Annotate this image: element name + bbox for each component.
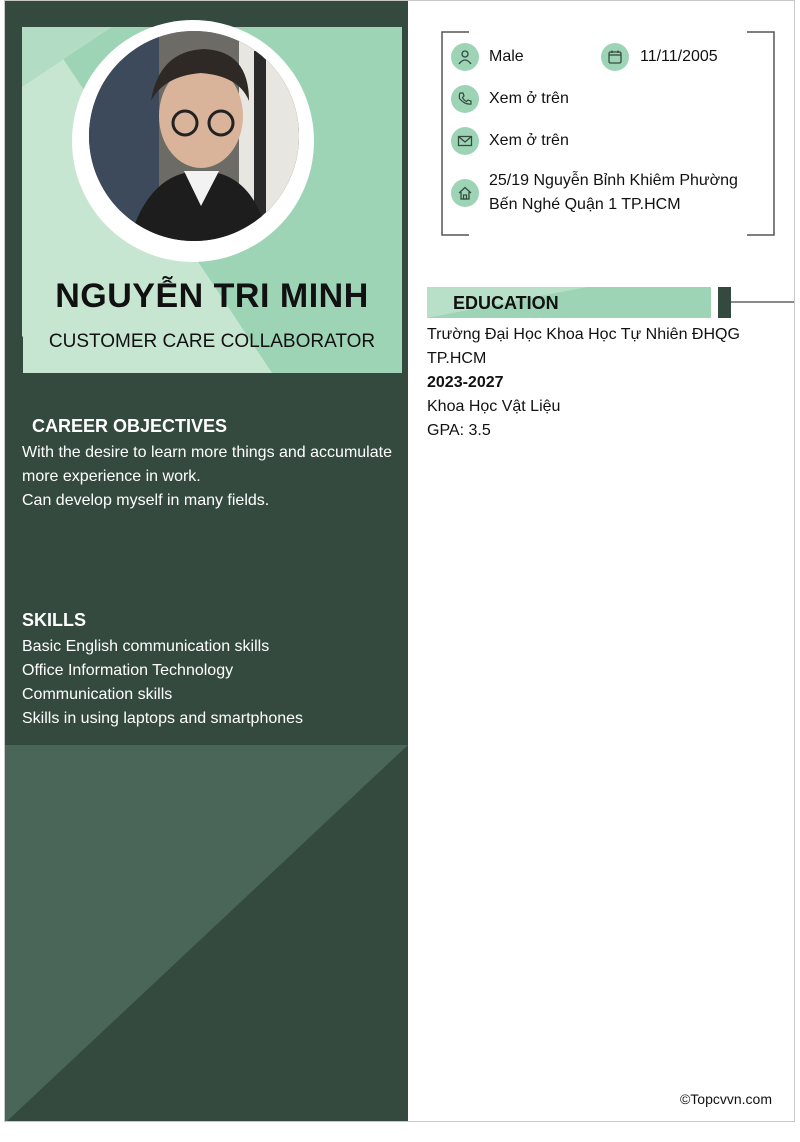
bottom-decoration xyxy=(5,745,408,1122)
cv-page xyxy=(4,0,795,1122)
skill-item: Communication skills xyxy=(22,686,173,703)
address-line: Bến Nghé Quận 1 TP.HCM xyxy=(489,196,681,213)
footer-copyright: ©Topcvvn.com xyxy=(679,1091,772,1107)
career-text xyxy=(22,441,402,513)
skill-item: Office Information Technology xyxy=(22,662,234,679)
avatar xyxy=(89,31,299,241)
candidate-name: NGUYỄN TRI MINH xyxy=(55,277,369,315)
career-line: Can develop myself in many fields. xyxy=(22,492,270,509)
school-name: Trường Đại Học Khoa Học Tự Nhiên ĐHQG xyxy=(427,326,740,343)
user-icon xyxy=(451,43,479,71)
address-line: 25/19 Nguyễn Bỉnh Khiêm Phường xyxy=(489,172,738,189)
education-gpa: GPA: 3.5 xyxy=(427,422,491,439)
address-value xyxy=(489,169,759,217)
career-heading: CAREER OBJECTIVES xyxy=(32,416,228,436)
education-years: 2023-2027 xyxy=(427,374,504,391)
dob-value: 11/11/2005 xyxy=(640,48,718,65)
skills-heading: SKILLS xyxy=(22,610,87,630)
education-major: Khoa Học Vật Liệu xyxy=(427,398,561,415)
phone-icon xyxy=(451,85,479,113)
skills-list xyxy=(22,635,402,731)
home-icon xyxy=(451,179,479,207)
education-accent xyxy=(718,287,731,318)
skill-item: Skills in using laptops and smartphones xyxy=(22,710,304,727)
mail-icon xyxy=(451,127,479,155)
career-line: more experience in work. xyxy=(22,468,201,485)
career-line: With the desire to learn more things and accumulate xyxy=(22,444,392,461)
education-rule xyxy=(731,301,795,303)
phone-value: Xem ở trên xyxy=(489,90,569,107)
candidate-title: CUSTOMER CARE COLLABORATOR xyxy=(48,331,376,352)
school-name-cont: TP.HCM xyxy=(427,350,487,367)
calendar-icon xyxy=(601,43,629,71)
education-heading: EDUCATION xyxy=(453,293,559,313)
corner-accent xyxy=(5,336,23,376)
gender-value: Male xyxy=(489,48,524,65)
email-value: Xem ở trên xyxy=(489,132,569,149)
skill-item: Basic English communication skills xyxy=(22,638,270,655)
